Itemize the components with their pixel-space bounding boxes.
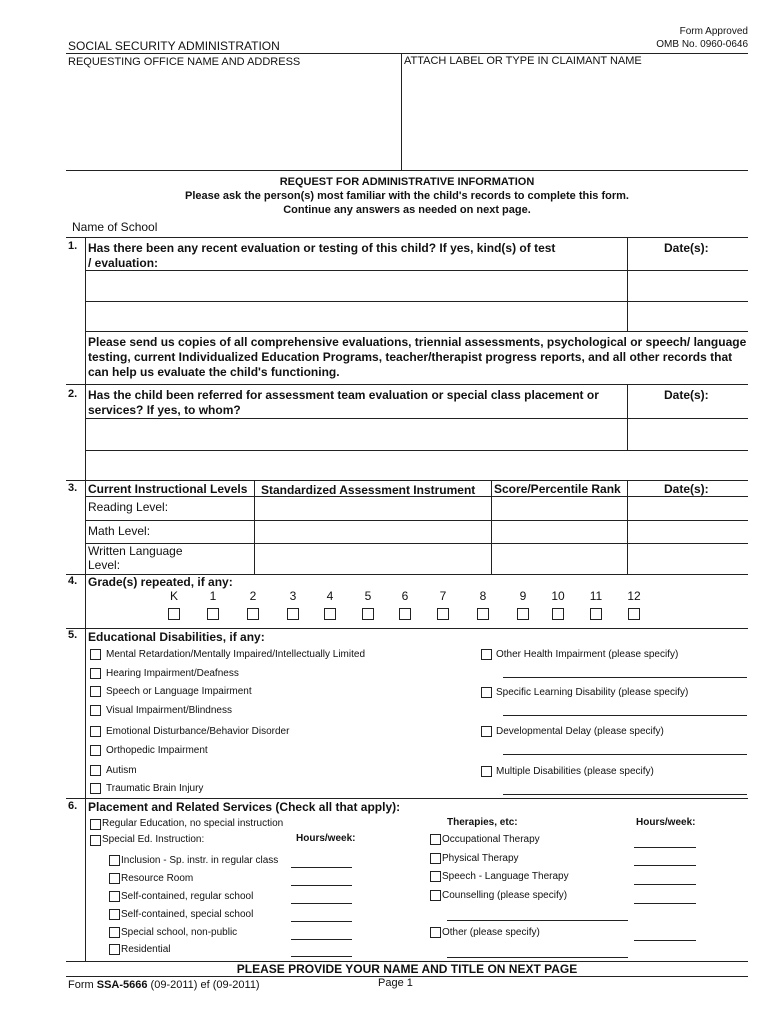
disability-label: Orthopedic Impairment [106,745,208,756]
grade-label: 12 [627,589,641,603]
therapy-label: Other (please specify) [442,927,540,938]
q2-question: Has the child been referred for assessment team evaluation or special class placement or services? If yes, to whom? [88,388,599,417]
hours-line[interactable] [291,921,352,922]
q1-left-border [85,237,86,384]
disability-checkbox[interactable] [481,687,492,698]
placement-checkbox[interactable] [109,891,120,902]
form-number [68,979,260,991]
placement-checkbox[interactable] [109,855,120,866]
provide-name-note: PLEASE PROVIDE YOUR NAME AND TITLE ON NEXT PAGE [236,962,578,976]
disability-label: Developmental Delay (please specify) [496,726,664,737]
q3-col-divider-3 [627,480,628,574]
disability-label: Multiple Disabilities (please specify) [496,766,654,777]
therapy-hours-line[interactable] [634,847,696,848]
grade-label: 5 [364,589,372,603]
form-date: (09-2011) ef (09-2011) [147,979,260,991]
form-title-block [66,175,748,217]
form-prefix: Form [68,979,97,991]
q2-answer-field[interactable] [88,421,624,448]
therapies-hours-label: Hours/week: [636,817,696,828]
grade-label: K [169,589,178,603]
q5-bottom-rule [66,798,748,799]
special-ed-label: Special Ed. Instruction: [102,834,205,845]
q1-row-rule-1 [85,270,748,271]
disability-checkbox[interactable] [90,686,101,697]
q2-dates-label: Date(s): [664,388,709,402]
disability-label: Hearing Impairment/Deafness [106,668,239,679]
q1-row-rule-2 [85,301,748,302]
therapies-label: Therapies, etc: [447,817,518,828]
form-continue-note: Continue any answers as needed on next page. [283,204,531,216]
therapy-checkbox[interactable] [430,871,441,882]
disability-label: Mental Retardation/Mentally Impaired/Intellectually Limited [106,649,366,660]
disability-label: Speech or Language Impairment [106,686,252,697]
q2-bottom-rule [66,480,748,481]
q3-written-label: Written Language Level: [88,544,183,572]
q3-written-instrument-field[interactable] [257,545,489,572]
school-rule [66,237,748,238]
q2-left-border [85,384,86,480]
placement-checkbox[interactable] [109,909,120,920]
school-name-label: Name of School [72,220,158,234]
requesting-office-label: REQUESTING OFFICE NAME AND ADDRESS [68,56,301,68]
grade-label: 4 [326,589,334,603]
q1-records-note: Please send us copies of all comprehensive evaluations, triennial assessments, psychological or speech/ language testing, current Individualized Education Programs, teacher/therapist progress reports, and all other records that can help us evaluate the child's functioning. [88,335,747,379]
q3-reading-label: Reading Level: [88,500,169,514]
q1-date-field-1[interactable] [630,273,746,299]
q1-number: 1. [68,240,78,252]
grade-label: 11 [589,589,603,603]
placement-checkbox[interactable] [109,944,120,955]
q1-dates-label: Date(s): [664,241,709,255]
q1-question: Has there been any recent evaluation or testing of this child? If yes, kind(s) of test / evaluation: [88,241,556,270]
grade-checkbox-12[interactable] [628,608,640,620]
disability-checkbox[interactable] [90,765,101,776]
form-id: SSA-5666 [96,979,148,991]
q2-date-divider [627,384,628,450]
grade-checkbox-5[interactable] [362,608,374,620]
grade-checkbox-4[interactable] [324,608,336,620]
header-bottom-rule [66,170,748,171]
disability-checkbox[interactable] [90,649,101,660]
q2-number: 2. [68,388,78,400]
disability-checkbox[interactable] [90,726,101,737]
grade-checkbox-2[interactable] [247,608,259,620]
q1-date-field-2[interactable] [630,304,746,329]
placement-label: Resource Room [121,873,194,884]
therapy-checkbox[interactable] [430,927,441,938]
disability-label: Specific Learning Disability (please specify) [496,687,689,698]
q3-row-rule-1 [85,520,748,521]
q3-col-dates: Date(s): [664,482,709,496]
disability-checkbox[interactable] [90,705,101,716]
q6-number: 6. [68,800,78,812]
q2-row-rule-2 [85,450,748,451]
placement-label: Special school, non-public [121,927,238,938]
q3-reading-instrument-field[interactable] [257,498,489,519]
q3-math-score-field[interactable] [494,522,625,541]
claimant-label: ATTACH LABEL OR TYPE IN CLAIMANT NAME [404,55,642,67]
disability-checkbox[interactable] [481,766,492,777]
q3-left-border [85,480,86,574]
q1-date-divider [627,237,628,331]
specify-line[interactable] [503,754,747,755]
placement-checkbox[interactable] [109,873,120,884]
hours-line[interactable] [291,956,352,957]
grade-label: 9 [519,589,527,603]
disability-checkbox[interactable] [90,745,101,756]
disability-label: Traumatic Brain Injury [106,783,204,794]
grade-checkbox-3[interactable] [287,608,299,620]
therapy-checkbox[interactable] [430,890,441,901]
q3-number: 3. [68,482,78,494]
regular-education-label: Regular Education, no special instruction [102,818,284,829]
q4-left-border [85,574,86,628]
other-specify-line[interactable] [447,957,628,958]
disability-checkbox[interactable] [90,668,101,679]
page-number: Page 1 [378,977,413,989]
therapy-checkbox[interactable] [430,834,441,845]
therapy-label: Counselling (please specify) [442,890,568,901]
claimant-name-field[interactable] [404,70,746,168]
therapy-hours-line[interactable] [634,865,696,866]
q2-row-rule-1 [85,418,748,419]
q3-header-rule [85,496,748,497]
agency-name: SOCIAL SECURITY ADMINISTRATION [68,39,280,53]
grade-checkbox-1[interactable] [207,608,219,620]
hours-line[interactable] [291,903,352,904]
header-divider [401,53,402,170]
q2-date-field[interactable] [630,421,746,448]
q3-col-instrument: Standardized Assessment Instrument [261,483,476,497]
therapy-label: Occupational Therapy [442,834,540,845]
q6-label: Placement and Related Services (Check all that apply): [88,800,401,814]
grade-checkbox-9[interactable] [517,608,529,620]
q5-number: 5. [68,629,78,641]
regular-education-checkbox[interactable] [90,819,101,830]
therapy-label: Physical Therapy [442,853,519,864]
q5-left-border [85,628,86,798]
form-approved: Form Approved [679,26,748,37]
grade-label: 2 [249,589,257,603]
grade-label: 8 [479,589,487,603]
special-ed-checkbox[interactable] [90,835,101,846]
omb-number: OMB No. 0960-0646 [656,39,748,50]
grade-label: 3 [289,589,297,603]
q6-left-border [85,798,86,961]
q3-col-divider-1 [254,480,255,574]
q1-answer-field-2[interactable] [88,304,624,329]
disability-checkbox[interactable] [481,726,492,737]
therapy-hours-line[interactable] [634,903,696,904]
therapy-hours-line[interactable] [634,940,696,941]
therapy-checkbox[interactable] [430,853,441,864]
form-title: REQUEST FOR ADMINISTRATIVE INFORMATION [279,176,535,188]
therapy-label: Speech - Language Therapy [442,871,569,882]
placement-label: Residential [121,944,171,955]
q3-col-divider-2 [491,480,492,574]
q3-reading-date-field[interactable] [630,498,746,519]
q3-math-label: Math Level: [88,524,151,538]
grade-label: 1 [209,589,217,603]
grade-label: 6 [401,589,409,603]
q3-col-score: Score/Percentile Rank [494,482,621,496]
hours-line[interactable] [291,939,352,940]
q1-bottom-rule [66,384,748,385]
specify-line[interactable] [503,794,747,795]
q3-col-levels: Current Instructional Levels [88,482,248,496]
q1-answer-field-1[interactable] [88,273,624,299]
q3-written-score-field[interactable] [494,545,625,572]
q3-written-date-field[interactable] [630,545,746,572]
disability-label: Visual Impairment/Blindness [106,705,232,716]
grade-checkbox-7[interactable] [437,608,449,620]
grade-checkbox-11[interactable] [590,608,602,620]
disability-label: Other Health Impairment (please specify) [496,649,679,660]
q4-bottom-rule [66,628,748,629]
grade-label: 7 [439,589,447,603]
hours-line[interactable] [291,885,352,886]
placement-checkbox[interactable] [109,927,120,938]
form-instructions: Please ask the person(s) most familiar with the child's records to complete this form. [185,190,629,202]
placement-label: Self-contained, regular school [121,891,254,902]
disability-label: Emotional Disturbance/Behavior Disorder [106,726,290,737]
grade-checkbox-10[interactable] [552,608,564,620]
therapy-hours-line[interactable] [634,884,696,885]
specify-line[interactable] [503,677,747,678]
disability-checkbox[interactable] [90,783,101,794]
q3-reading-score-field[interactable] [494,498,625,519]
placement-label: Inclusion - Sp. instr. in regular class [121,855,279,866]
grade-label: 10 [551,589,565,603]
q5-label: Educational Disabilities, if any: [88,630,265,644]
q4-label: Grade(s) repeated, if any: [88,575,233,589]
special-hours-label: Hours/week: [296,833,356,844]
specify-line[interactable] [503,715,747,716]
counselling-specify-line[interactable] [447,920,628,921]
disability-label: Autism [106,765,137,776]
hours-line[interactable] [291,867,352,868]
school-name-field[interactable] [170,219,746,235]
placement-label: Self-contained, special school [121,909,254,920]
header-rule [66,53,748,54]
form-approved-block [656,25,748,51]
grade-checkbox-6[interactable] [399,608,411,620]
q2-answer-field-2[interactable] [88,453,746,478]
q4-number: 4. [68,575,78,587]
grade-checkbox-k[interactable] [168,608,180,620]
grade-checkbox-8[interactable] [477,608,489,620]
disability-checkbox[interactable] [481,649,492,660]
requesting-office-field[interactable] [68,70,398,168]
q1-row-rule-3 [85,331,748,332]
q3-math-instrument-field[interactable] [257,522,489,541]
q3-math-date-field[interactable] [630,522,746,541]
